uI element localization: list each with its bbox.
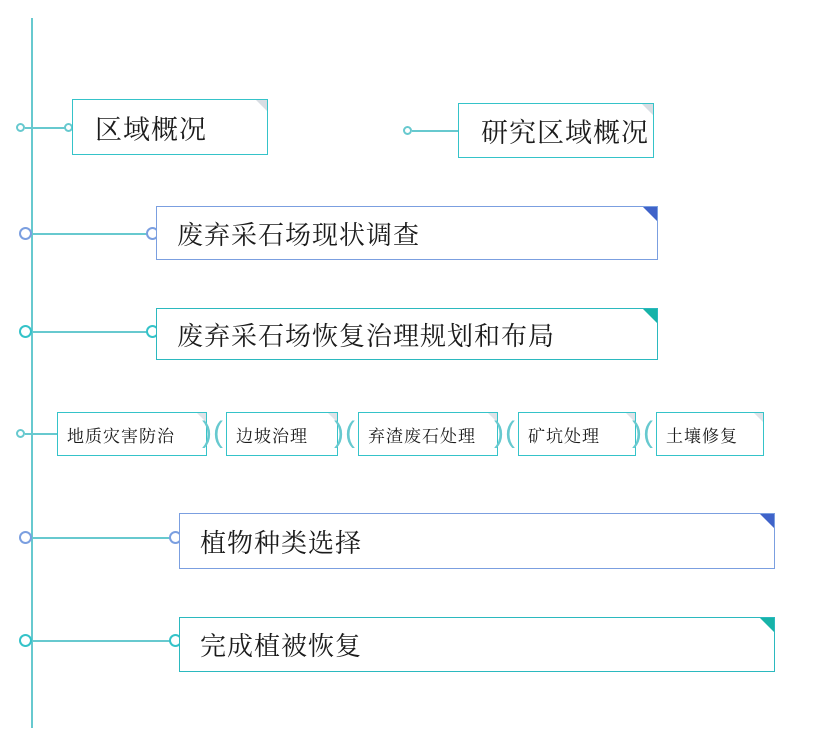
measure-geohazard-prevention[interactable] [57,412,207,456]
connector-vegetation-complete [32,640,172,642]
measure-geohazard-prevention-label: 地质灾害防治 [67,426,175,446]
connector-brace: ( [505,416,515,449]
node-restoration-plan[interactable] [156,308,658,360]
corner-fold-icon [643,207,657,221]
connector-measures [25,433,59,435]
connector-brace: ( [643,416,653,449]
node-dot-study-area-overview[interactable] [403,126,412,135]
corner-fold-icon [643,309,657,323]
corner-fold-icon [642,104,653,115]
node-vegetation-complete[interactable] [179,617,775,672]
corner-fold-icon [760,618,774,632]
node-plant-selection-label: 植物种类选择 [200,527,363,558]
timeline-spine [31,18,33,728]
measure-soil-restoration-label: 土壤修复 [666,426,738,446]
node-vegetation-complete-label: 完成植被恢复 [200,631,363,661]
measure-pit-treatment[interactable] [518,412,636,456]
spine-dot-site-survey[interactable] [19,227,32,240]
connector-brace: ) [632,416,642,449]
spine-dot-restoration-plan[interactable] [19,325,32,338]
spine-dot-region-overview[interactable] [16,123,25,132]
connector-brace: ) [334,416,344,449]
measure-slope-management-label: 边坡治理 [236,426,308,446]
node-site-survey[interactable] [156,206,658,260]
node-restoration-plan-label: 废弃采石场恢复治理规划和布局 [177,320,556,351]
measure-waste-rock-disposal[interactable] [358,412,498,456]
spine-dot-vegetation-complete[interactable] [19,634,32,647]
node-region-overview-label: 区域概况 [95,114,207,145]
node-region-overview[interactable] [72,99,268,155]
measure-pit-treatment-label: 矿坑处理 [528,426,600,446]
measure-soil-restoration[interactable] [656,412,764,456]
connector-plant-selection [32,537,172,539]
connector-restoration-plan [32,331,150,333]
connector-site-survey [32,233,150,235]
node-plant-selection[interactable] [179,513,775,569]
spine-dot-plant-selection[interactable] [19,531,32,544]
connector-study-area-overview [412,130,460,132]
corner-fold-icon [760,514,774,528]
node-site-survey-label: 废弃采石场现状调查 [177,219,421,250]
connector-brace: ( [345,416,355,449]
connector-brace: ( [213,416,223,449]
corner-fold-icon [754,413,763,422]
spine-dot-measures[interactable] [16,429,25,438]
connector-brace: ) [202,416,212,449]
connector-brace: ) [494,416,504,449]
measure-waste-rock-disposal-label: 弃渣废石处理 [368,426,476,446]
node-study-area-overview[interactable] [458,103,654,158]
connector-region-overview [25,127,67,129]
node-study-area-overview-label: 研究区域概况 [481,118,649,148]
measure-slope-management[interactable] [226,412,338,456]
corner-fold-icon [256,100,267,111]
